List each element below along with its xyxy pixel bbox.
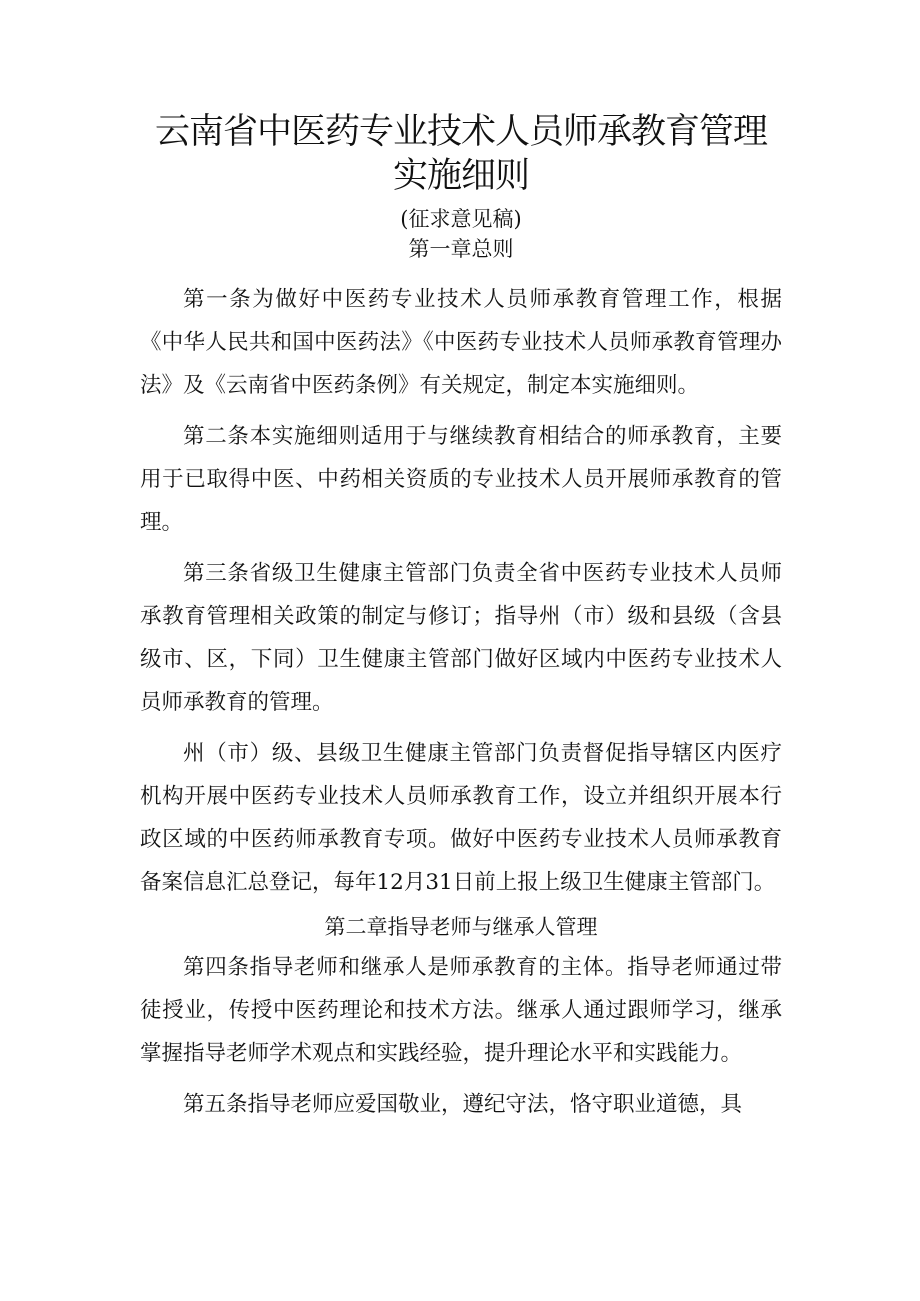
document-title [140,110,782,198]
title-line-2: 实施细则 [392,156,529,196]
article-paragraph: 州（市）级、县级卫生健康主管部门负责督促指导辖区内医疗机构开展中医药专业技术人员师承教育工作，设立并组织开展本行政区域的中医药师承教育专项。做好中医药专业技术人员师承教育备案信息汇总登记，每年12月31日前上报上级卫生健康主管部门。 [140,741,782,895]
chapter-heading-1: 第一章总则 [408,237,514,261]
article-paragraph: 第二条本实施细则适用于与继续教育相结合的师承教育，主要用于已取得中医、中药相关资质的专业技术人员开展师承教育的管理。 [140,424,782,535]
article-paragraph: 第一条为做好中医药专业技术人员师承教育管理工作，根据《中华人民共和国中医药法》《中医药专业技术人员师承教育管理办法》及《云南省中医药条例》有关规定，制定本实施细则。 [140,287,782,398]
draft-note: (征求意见稿) [400,207,522,231]
chapter-heading-2: 第二章指导老师与继承人管理 [324,915,598,939]
article-paragraph: 第五条指导老师应爱国敬业，遵纪守法，恪守职业道德，具 [183,1092,743,1117]
article-paragraph: 第三条省级卫生健康主管部门负责全省中医药专业技术人员师承教育管理相关政策的制定与修订；指导州（市）级和县级（含县级市、区，下同）卫生健康主管部门做好区域内中医药专业技术人员师承教育的管理。 [140,561,782,715]
article-paragraph: 第四条指导老师和继承人是师承教育的主体。指导老师通过带徒授业，传授中医药理论和技术方法。继承人通过跟师学习，继承掌握指导老师学术观点和实践经验，提升理论水平和实践能力。 [140,955,782,1066]
title-line-1: 云南省中医药专业技术人员师承教育管理 [154,112,767,152]
